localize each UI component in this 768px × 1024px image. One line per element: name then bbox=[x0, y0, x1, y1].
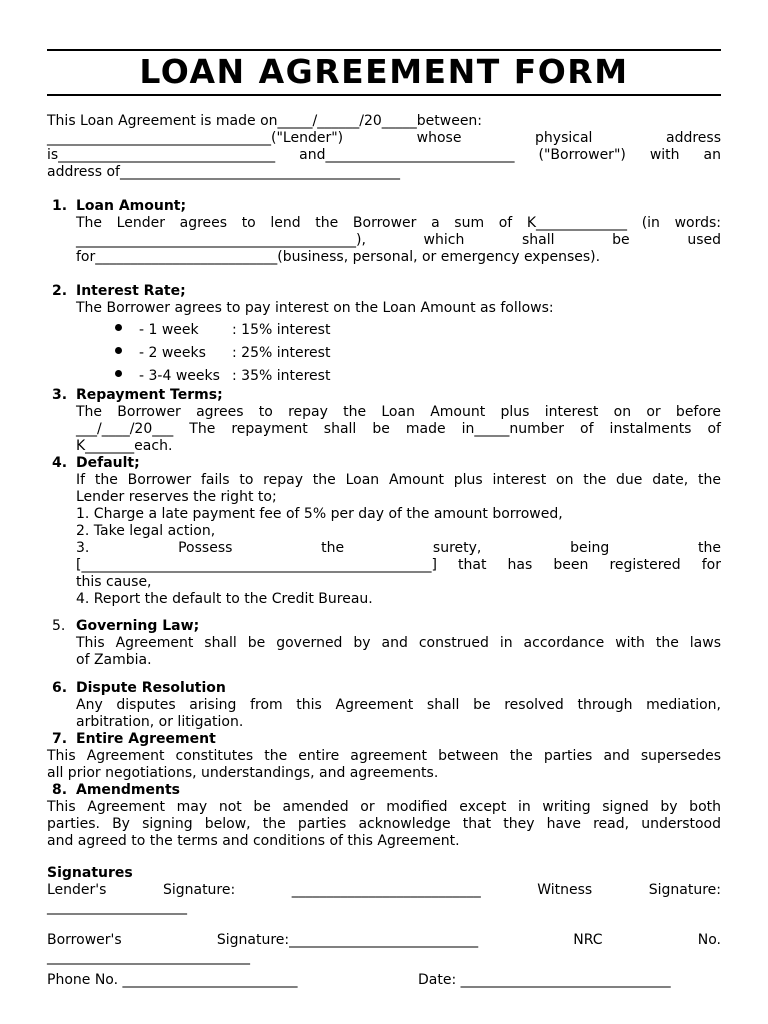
intro-line-3: is_______________________________ and___________________________ ("Borrower") with an bbox=[47, 147, 721, 163]
section-2-heading: Interest Rate; bbox=[76, 283, 186, 299]
section-7-number: 7. bbox=[52, 731, 68, 747]
date-line[interactable]: Date: ______________________________ bbox=[418, 972, 671, 988]
section-8-line-2: parties. By signing below, the parties acknowledge that they have read, understood bbox=[47, 816, 721, 832]
intro-line-2: ________________________________("Lender") whose physical address bbox=[47, 130, 721, 146]
rate-term-1: - 1 week bbox=[139, 322, 199, 338]
section-7-heading: Entire Agreement bbox=[76, 731, 216, 747]
page-title: LOAN AGREEMENT FORM bbox=[139, 52, 629, 91]
bullet-icon bbox=[115, 347, 122, 354]
borrower-signature-line[interactable]: Borrower's Signature:___________________________ NRC No. bbox=[47, 932, 721, 948]
section-1-heading: Loan Amount; bbox=[76, 198, 187, 214]
section-6-number: 6. bbox=[52, 680, 68, 696]
lender-signature-line[interactable]: Lender's Signature: ___________________________ Witness Signature: bbox=[47, 882, 721, 898]
nrc-line[interactable]: _____________________________ bbox=[47, 949, 250, 965]
witness-signature-line[interactable]: ____________________ bbox=[47, 899, 187, 915]
section-8-number: 8. bbox=[52, 782, 68, 798]
section-8-line-3: and agreed to the terms and conditions of this Agreement. bbox=[47, 833, 460, 849]
section-1-line-1: The Lender agrees to lend the Borrower a sum of K_____________ (in words: bbox=[76, 215, 721, 231]
rate-value-2: : 25% interest bbox=[232, 345, 331, 361]
section-5-number: 5. bbox=[52, 618, 66, 634]
section-3-heading: Repayment Terms; bbox=[76, 387, 223, 403]
signatures-heading: Signatures bbox=[47, 865, 133, 881]
section-1-number: 1. bbox=[52, 198, 68, 214]
intro-line-1: This Loan Agreement is made on_____/______/20_____between: bbox=[47, 113, 483, 129]
section-3-number: 3. bbox=[52, 387, 68, 403]
section-3-line-3: K_______each. bbox=[76, 438, 173, 454]
rate-term-2: - 2 weeks bbox=[139, 345, 206, 361]
section-5-line-1: This Agreement shall be governed by and construed in accordance with the laws bbox=[76, 635, 721, 651]
section-8-line-1: This Agreement may not be amended or modified except in writing signed by both bbox=[47, 799, 721, 815]
rate-term-3: - 3-4 weeks bbox=[139, 368, 220, 384]
section-4-number: 4. bbox=[52, 455, 68, 471]
section-3-line-2: ___/____/20___ The repayment shall be made in_____number of instalments of bbox=[76, 421, 721, 437]
section-1-line-3: for__________________________(business, personal, or emergency expenses). bbox=[76, 249, 601, 265]
section-2-line-1: The Borrower agrees to pay interest on the Loan Amount as follows: bbox=[76, 300, 554, 316]
intro-line-4: address of________________________________________ bbox=[47, 164, 400, 180]
section-6-line-1: Any disputes arising from this Agreement shall be resolved through mediation, bbox=[76, 697, 721, 713]
section-8-heading: Amendments bbox=[76, 782, 180, 798]
section-4-line-7: this cause, bbox=[76, 574, 152, 590]
section-6-heading: Dispute Resolution bbox=[76, 680, 226, 696]
bullet-icon bbox=[115, 324, 122, 331]
section-4-heading: Default; bbox=[76, 455, 140, 471]
section-4-line-5: 3. Possess the surety, being the bbox=[76, 540, 721, 556]
rate-value-1: : 15% interest bbox=[232, 322, 331, 338]
bullet-icon bbox=[115, 370, 122, 377]
section-4-line-4: 2. Take legal action, bbox=[76, 523, 216, 539]
section-4-line-3: 1. Charge a late payment fee of 5% per day of the amount borrowed, bbox=[76, 506, 563, 522]
section-4-line-1: If the Borrower fails to repay the Loan Amount plus interest on the due date, the bbox=[76, 472, 721, 488]
section-6-line-2: arbitration, or litigation. bbox=[76, 714, 244, 730]
title-underline bbox=[47, 94, 721, 96]
section-3-line-1: The Borrower agrees to repay the Loan Amount plus interest on or before bbox=[76, 404, 721, 420]
section-7-line-2: all prior negotiations, understandings, and agreements. bbox=[47, 765, 439, 781]
section-7-line-1: This Agreement constitutes the entire agreement between the parties and supersedes bbox=[47, 748, 721, 764]
section-5-line-2: of Zambia. bbox=[76, 652, 152, 668]
section-4-line-2: Lender reserves the right to; bbox=[76, 489, 277, 505]
section-1-line-2: ________________________________________), which shall be used bbox=[76, 232, 721, 248]
top-rule bbox=[47, 49, 721, 51]
rate-value-3: : 35% interest bbox=[232, 368, 331, 384]
section-4-line-6: [__________________________________________________] that has been registered for bbox=[76, 557, 721, 573]
phone-line[interactable]: Phone No. _________________________ bbox=[47, 972, 298, 988]
section-2-number: 2. bbox=[52, 283, 68, 299]
section-5-heading: Governing Law; bbox=[76, 618, 200, 634]
section-4-line-8: 4. Report the default to the Credit Bureau. bbox=[76, 591, 373, 607]
